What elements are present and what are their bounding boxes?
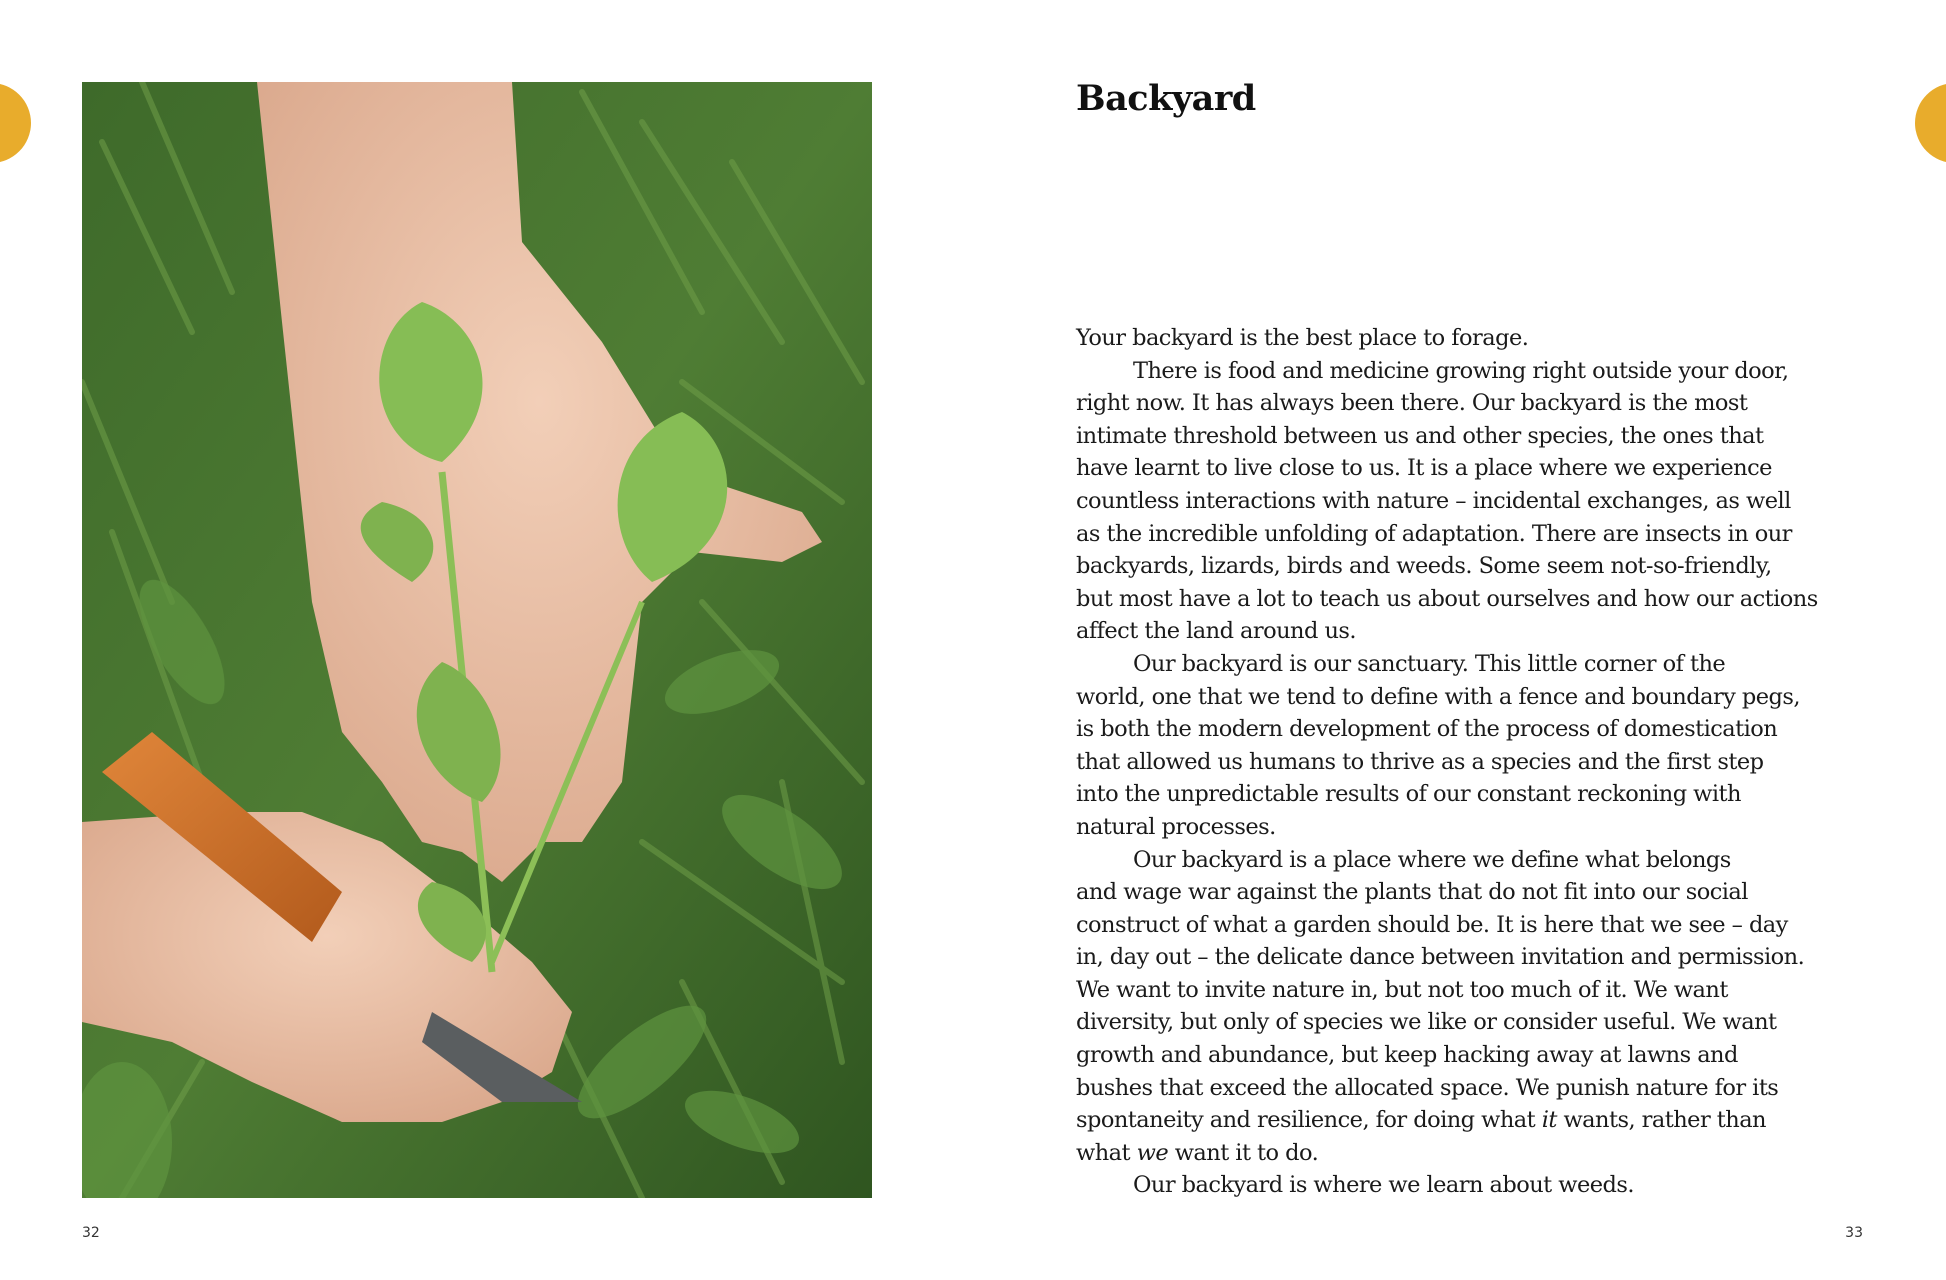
text-line — [1076, 1104, 1876, 1137]
text-line: There is food and medicine growing right outside your door, — [1133, 357, 1789, 384]
text-line: We want to invite nature in, but not too much of it. We want — [1076, 976, 1728, 1003]
text-line: affect the land around us. — [1076, 618, 1356, 645]
text-line: and wage war against the plants that do not fit into our social — [1076, 879, 1748, 906]
text-line: Your backyard is the best place to forage. — [1076, 325, 1529, 351]
text-line: backyards, lizards, birds and weeds. Some seem not-so-friendly, — [1076, 553, 1772, 580]
text-line: that allowed us humans to thrive as a species and the first step — [1076, 748, 1764, 775]
text-line: intimate threshold between us and other species, the ones that — [1076, 422, 1764, 449]
right-page — [973, 0, 1946, 1280]
text-line: world, one that we tend to define with a fence and boundary pegs, — [1076, 683, 1800, 710]
text-line: Our backyard is where we learn about weeds. — [1133, 1172, 1634, 1199]
text-line: in, day out – the delicate dance between invitation and permission. — [1076, 944, 1805, 971]
text-line — [1076, 1137, 1876, 1170]
text-line: right now. It has always been there. Our backyard is the most — [1076, 390, 1748, 417]
italic-emphasis: we — [1136, 1139, 1169, 1166]
text-line: is both the modern development of the process of domestication — [1076, 716, 1778, 743]
text-run: what — [1076, 1139, 1137, 1166]
text-line: growth and abundance, but keep hacking away at lawns and — [1076, 1042, 1738, 1069]
text-line: Our backyard is a place where we define what belongs — [1133, 846, 1731, 873]
text-line: countless interactions with nature – incidental exchanges, as well — [1076, 487, 1791, 514]
text-run: wants, rather than — [1556, 1107, 1766, 1134]
text-line: bushes that exceed the allocated space. We punish nature for its — [1076, 1074, 1779, 1101]
text-line: natural processes. — [1076, 813, 1276, 840]
text-line: diversity, but only of species we like or consider useful. We want — [1076, 1009, 1777, 1036]
page-number-right: 33 — [1845, 1225, 1863, 1241]
page-number-left: 32 — [82, 1225, 100, 1241]
text-run: want it to do. — [1168, 1139, 1319, 1166]
text-run: spontaneity and resilience, for doing what — [1076, 1107, 1542, 1134]
text-line: have learnt to live close to us. It is a place where we experience — [1076, 455, 1772, 482]
italic-emphasis: it — [1541, 1107, 1557, 1134]
text-line: but most have a lot to teach us about ourselves and how our actions — [1076, 585, 1818, 612]
chapter-tab-marker-left — [0, 83, 31, 163]
photo-hands-holding-foraged-plant — [82, 82, 872, 1198]
text-line: into the unpredictable results of our constant reckoning with — [1076, 781, 1741, 808]
text-line: construct of what a garden should be. It is here that we see – day — [1076, 911, 1788, 938]
chapter-tab-marker-right — [1915, 83, 1946, 163]
body-text — [1076, 322, 1876, 1202]
text-line: as the incredible unfolding of adaptation. There are insects in our — [1076, 520, 1792, 547]
text-line: Our backyard is our sanctuary. This little corner of the — [1133, 650, 1726, 677]
chapter-title: Backyard — [1076, 78, 1256, 119]
